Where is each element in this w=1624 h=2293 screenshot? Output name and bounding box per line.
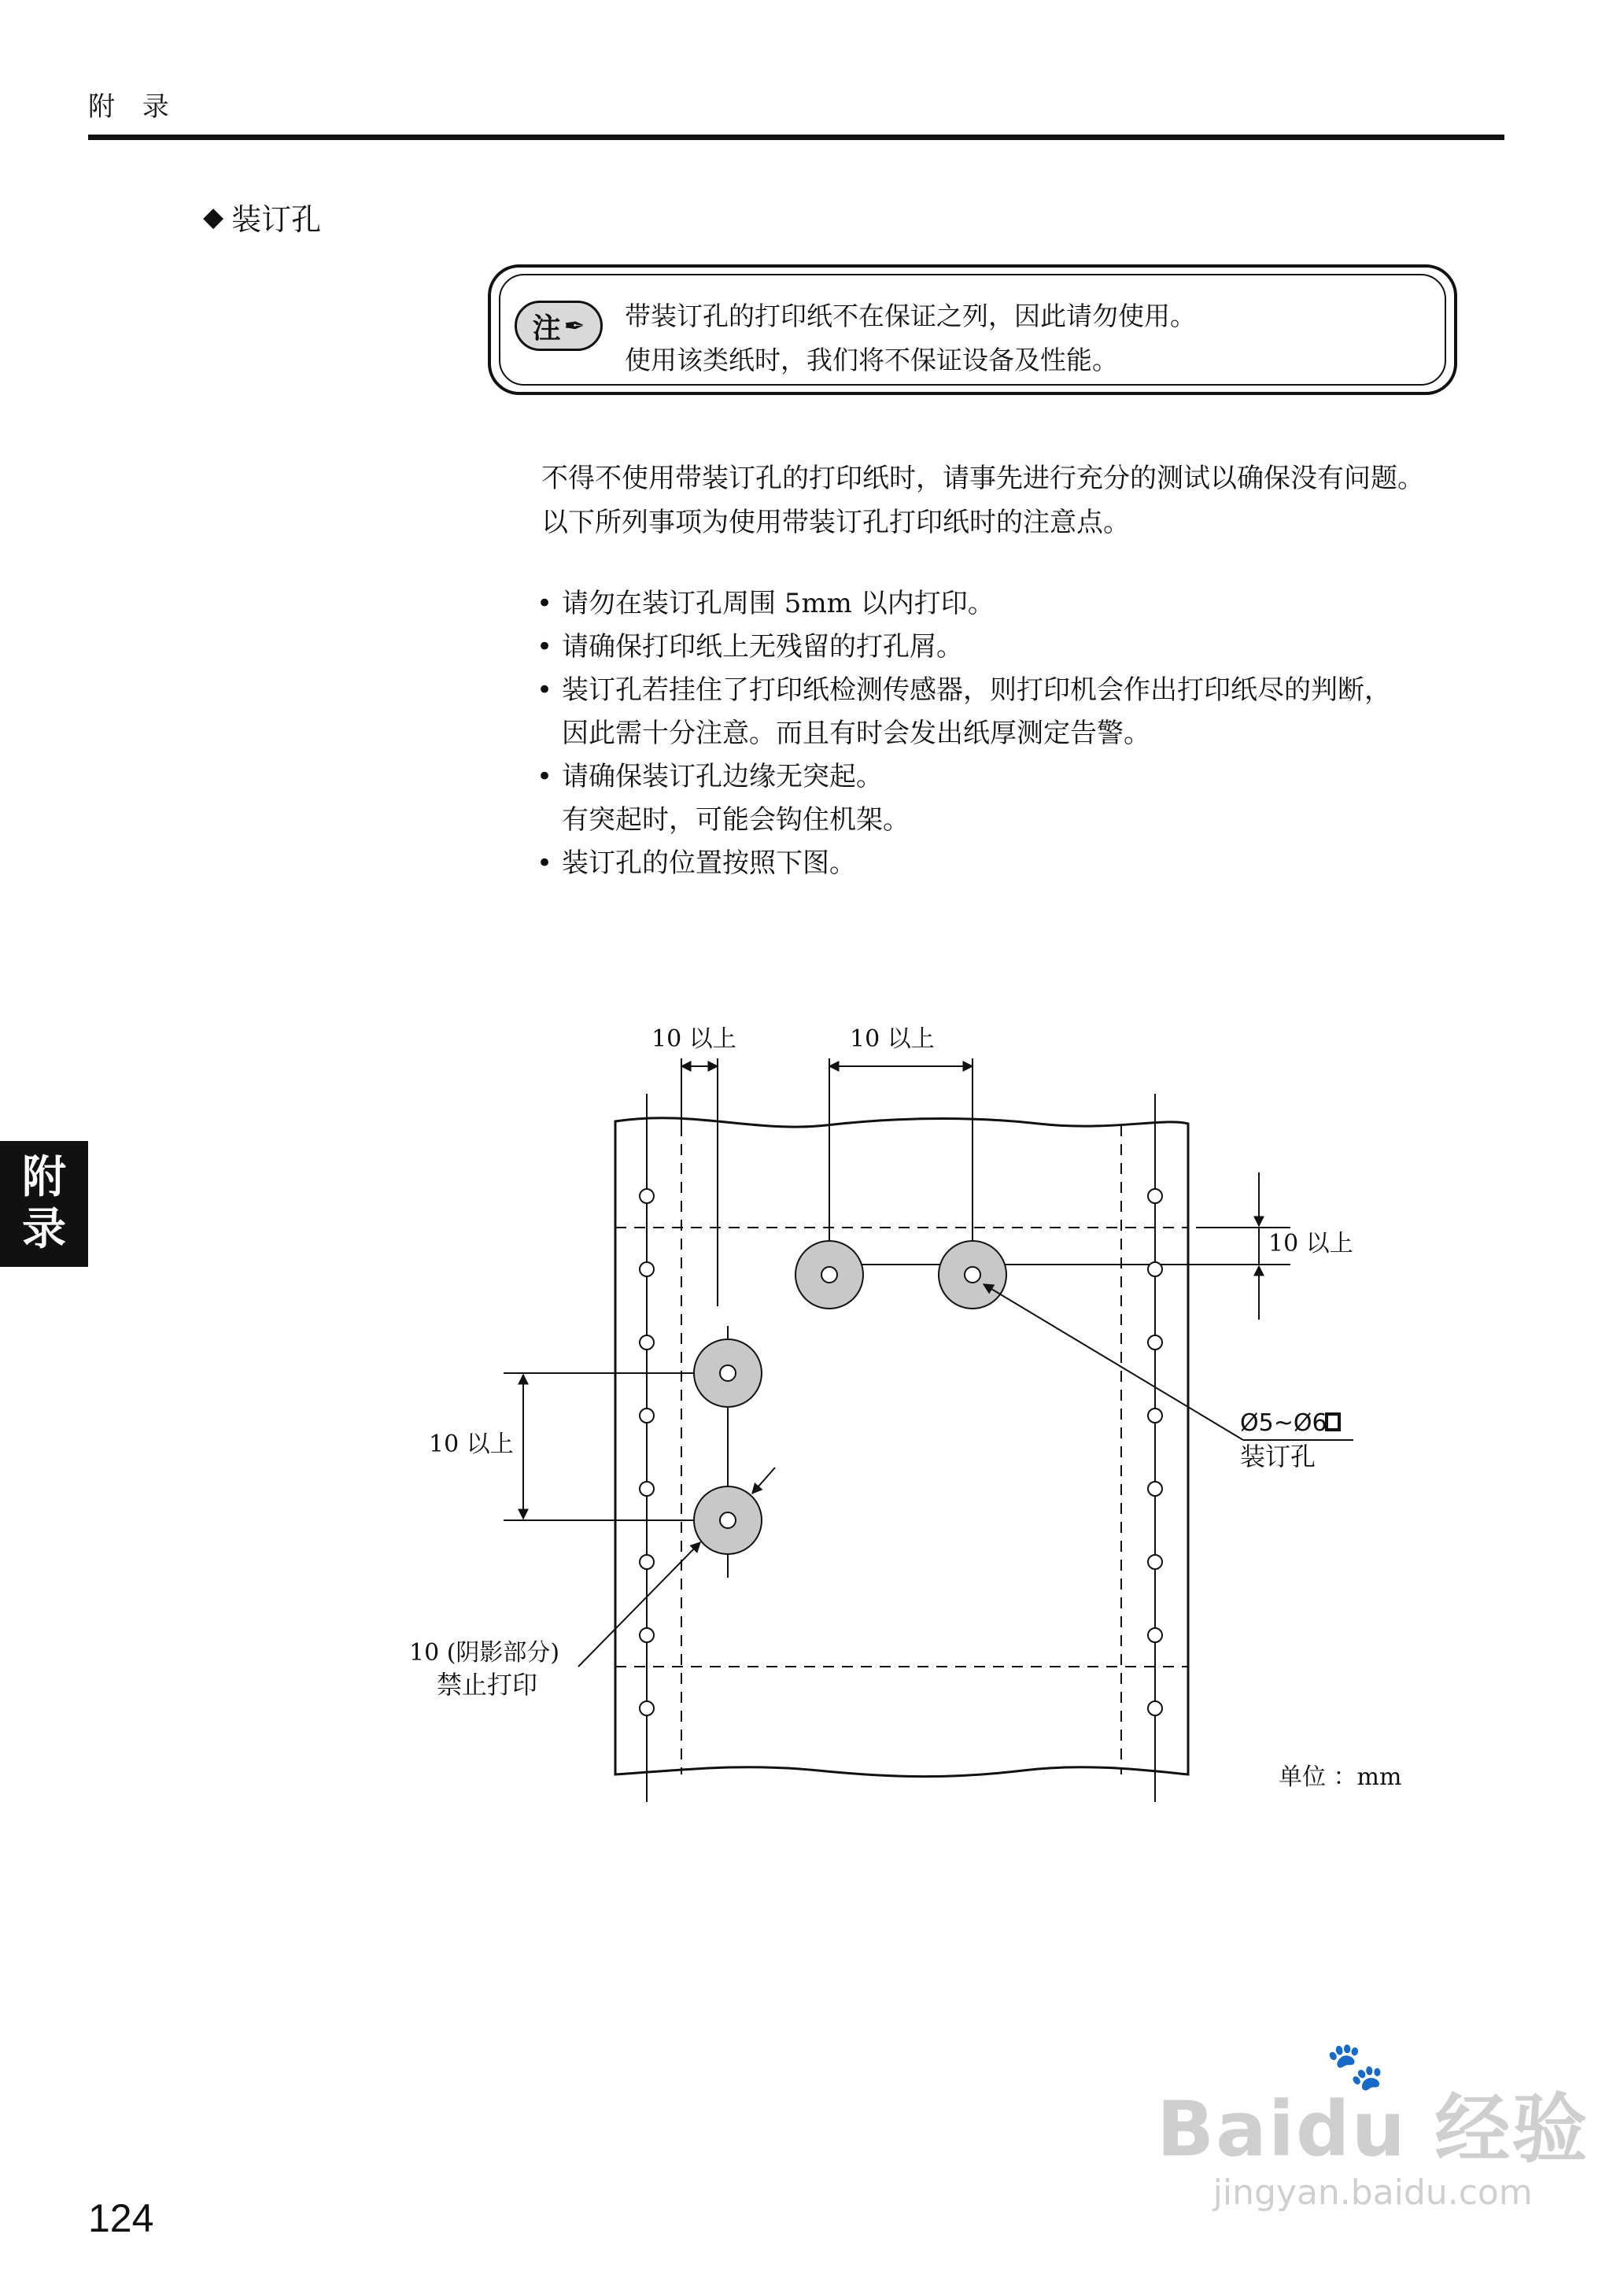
diamond-icon: ◆ (203, 201, 224, 233)
bullet-dot-icon: • (537, 761, 553, 792)
dimension-arrows (523, 1066, 1353, 1667)
dim-top-left-label: 10 以上 (651, 1025, 736, 1053)
paw-icon: 🐾 (1326, 2039, 1385, 2094)
list-item-line: 装订孔的位置按照下图。 (562, 847, 856, 879)
note-line: 使用该类纸时，我们将不保证设备及性能。 (625, 345, 1118, 375)
dim-top-mid-label: 10 以上 (850, 1025, 935, 1053)
watermark-brand: Baidu 经验 (1157, 2085, 1589, 2173)
intro-line: 以下所列事项为使用带装订孔打印纸时的注意点。 (541, 507, 1130, 538)
baidu-watermark (1157, 2039, 1589, 2213)
note-line: 带装订孔的打印纸不在保证之列，因此请勿使用。 (625, 301, 1196, 331)
list-item-line: 请确保装订孔边缘无突起。 (562, 761, 883, 792)
list-item-line: 请勿在装订孔周围 5mm 以内打印。 (562, 588, 995, 619)
list-item-line: 因此需十分注意。而且有时会发出纸厚测定告警。 (562, 718, 1150, 749)
watermark-url: jingyan.baidu.com (1212, 2173, 1533, 2213)
appendix-side-tab (0, 1141, 88, 1267)
note-icon-label: 注 (532, 312, 561, 345)
binding-holes (694, 1241, 1006, 1554)
hole-size-square-marker (1327, 1414, 1339, 1430)
pen-icon: ✒ (563, 311, 585, 341)
side-tab-char: 录 (22, 1204, 66, 1255)
list-item-line: 有突起时，可能会钩住机架。 (562, 804, 910, 836)
list-item-line: 请确保打印纸上无残留的打孔屑。 (562, 631, 963, 663)
binding-hole-centers (720, 1267, 980, 1528)
bullet-dot-icon: • (537, 674, 553, 706)
perforation-lines (615, 1125, 1188, 1774)
dim-right-label: 10 以上 (1268, 1230, 1353, 1257)
list-item-line: 装订孔若挂住了打印纸检测传感器，则打印机会作出打印纸尽的判断， (562, 674, 1391, 706)
paper-outline (615, 1118, 1188, 1777)
shade-sub-label: 禁止打印 (437, 1670, 538, 1700)
bullet-dot-icon: • (537, 631, 553, 663)
page-number: 124 (88, 2196, 154, 2240)
bullet-dot-icon: • (537, 588, 553, 619)
shade-label: 10 (阴影部分) (409, 1639, 560, 1667)
side-tab-char: 附 (22, 1152, 66, 1203)
unit-label: 单位 ：mm (1279, 1763, 1402, 1791)
extension-lines (504, 1058, 1290, 1802)
header-section-label: 附 录 (88, 91, 179, 123)
intro-line: 不得不使用带装订孔的打印纸时，请事先进行充分的测试以确保没有问题。 (541, 463, 1424, 494)
bullet-dot-icon: • (537, 847, 553, 879)
hole-label: 装订孔 (1240, 1442, 1316, 1471)
section-title-text: 装订孔 (231, 202, 322, 237)
dim-left-label: 10 以上 (429, 1431, 514, 1458)
hole-size-label: Ø5~Ø6 (1240, 1409, 1327, 1437)
